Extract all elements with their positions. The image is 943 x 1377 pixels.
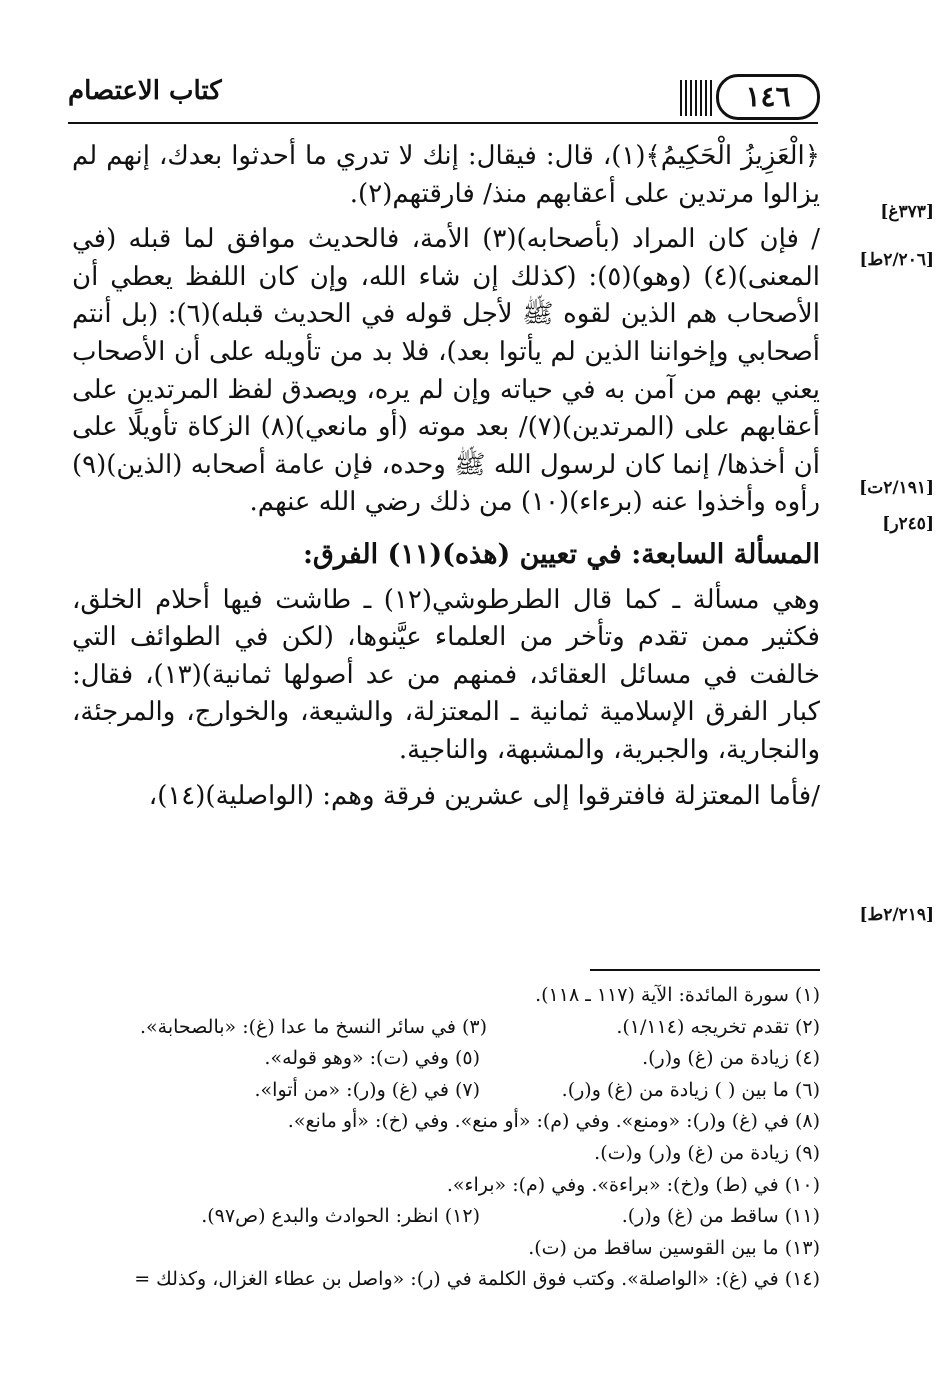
footnote-separator	[590, 969, 820, 971]
paragraph: /فأما المعتزلة فافترقوا إلى عشرين فرقة وهم: (الواصلية)(١٤)،	[148, 780, 820, 811]
main-text	[72, 138, 820, 815]
footnote: (١٣) ما بين القوسين ساقط من (ت).	[528, 1236, 820, 1259]
footnote: (١٠) في (ط) و(خ): «براءة». وفي (م): «براء».	[446, 1173, 820, 1196]
footnote: (٢) تقدم تخريجه (١/١١٤).	[616, 1015, 820, 1038]
margin-note: [٣٧٣غ]	[880, 202, 934, 222]
footnote: (١١) ساقط من (غ) و(ر).	[621, 1205, 820, 1228]
paragraph: وهي مسألة ـ كما قال الطرطوشي(١٢) ـ طاشت فيها أحلام الخلق، فكثير ممن تقدم وتأخر من العلماء عيَّنوها، (لكن في الطوائف التي خالفت في مسائل العقائد، فمنهم من عد أصولها ثمانية)(١٣)، فقال: كبار الفرق الإسلامية ثمانية ـ المعتزلة، والشيعة، والخوارج، والمرجئة، والنجارية، والجبرية، والمشبهة، والناجية.	[72, 584, 820, 765]
footnote: (٥) وفي (ت): «وهو قوله».	[264, 1047, 480, 1070]
paragraph: ﴿الْعَزِيزُ الْحَكِيمُ﴾(١)، قال: فيقال: إنك لا تدري ما أحدثوا بعدك، إنهم لم يزالوا مرتدين على أعقابهم منذ/ فارقتهم(٢).	[72, 141, 821, 209]
footnote: (١٤) في (غ): «الواصلة». وكتب فوق الكلمة في (ر): «واصل بن عطاء الغزال، وكذلك =	[134, 1268, 820, 1291]
footnote: (٤) زيادة من (غ) و(ر).	[642, 1047, 820, 1070]
footnote: (١٢) انظر: الحوادث والبدع (ص٩٧).	[201, 1205, 480, 1228]
margin-note: [٢/٢٠٦ط]	[859, 250, 934, 270]
footnotes	[134, 980, 820, 1296]
footnote: (٧) في (غ) و(ر): «من أتوا».	[254, 1078, 480, 1101]
footnote: (٨) في (غ) و(ر): «ومنع». وفي (م): «أو منع». وفي (خ): «أو مانع».	[287, 1110, 820, 1133]
margin-note: [٢/٢١٩ط]	[859, 905, 934, 925]
page-header	[68, 70, 818, 124]
footnote: (٣) في سائر النسخ ما عدا (غ): «بالصحابة».	[140, 1015, 488, 1038]
footnote: (٦) ما بين ( ) زيادة من (غ) و(ر).	[561, 1078, 820, 1101]
section-heading: المسألة السابعة: في تعيين (هذه)(١١) الفرق:	[302, 538, 820, 570]
margin-note: [٢٤٥ر]	[882, 514, 934, 534]
margin-note: [٢/١٩١ت]	[859, 478, 934, 498]
page-number: ١٤٦	[716, 74, 820, 120]
footnote: (١) سورة المائدة: الآية (١١٧ ـ ١١٨).	[535, 984, 820, 1006]
book-title: كتاب الاعتصام	[68, 76, 222, 106]
paragraph: / فإن كان المراد (بأصحابه)(٣) الأمة، فالحديث موافق لما قبله (في المعنى)(٤) (وهو)(٥): (كذلك إن شاء الله، وإن كان اللفظ يعطي أن الأصحاب هم الذين لقوه ﷺ لأجل قوله في الحديث قبله)(٦): (بل أنتم أصحابي وإخواننا الذين لم يأتوا بعد)، فلا بد من تأويله على أن الأصحاب يعني بهم من آمن به في حياته وإن لم يره، ويصدق لفظ المرتدين على أعقابهم على (المرتدين)(٧)/ بعد موته (أو مانعي)(٨) الزكاة تأويلًا على أن أخذها/ إنما كان لرسول الله ﷺ وحده، فإن عامة أصحابه (الذين)(٩) رأوه وأخذوا عنه (برءاء)(١٠) من ذلك رضي الله عنهم.	[72, 224, 820, 518]
header-rule	[68, 122, 818, 124]
header-ornament	[680, 80, 714, 116]
footnote: (٩) زيادة من (غ) و(ر) و(ت).	[594, 1141, 820, 1164]
